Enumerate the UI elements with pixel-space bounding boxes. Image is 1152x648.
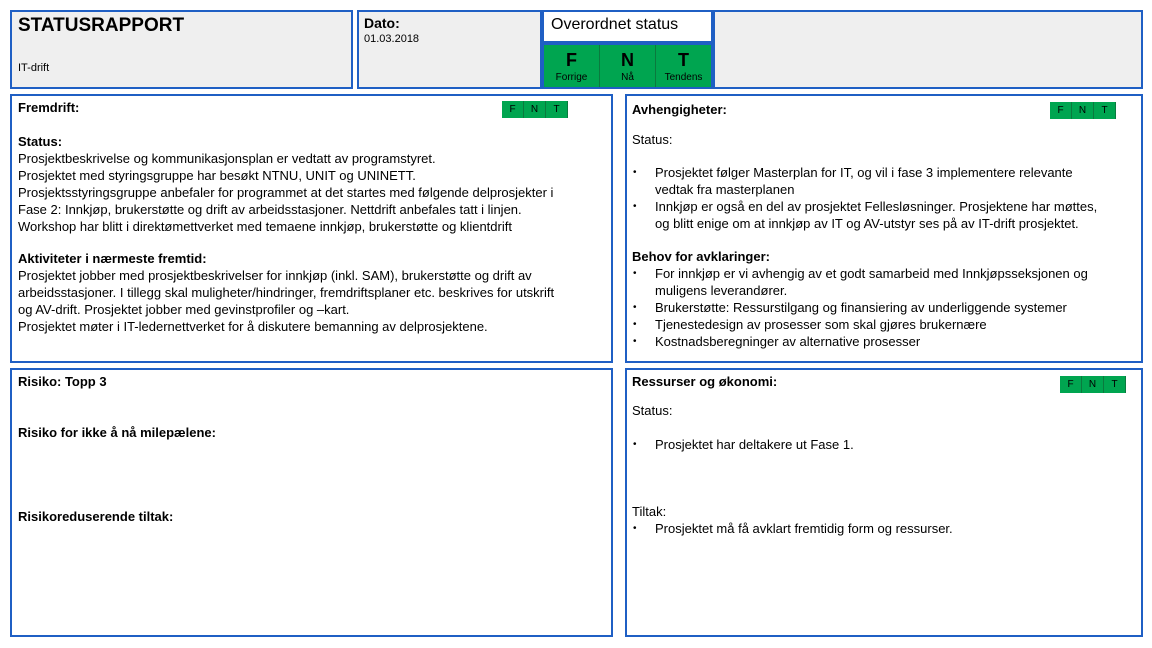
avhengigheter-heading: Avhengigheter: [632,102,727,117]
avhengigheter-status-list [632,164,1097,232]
list-item [632,299,1088,316]
list-item-line: • Prosjektet følger Masterplan for IT, og vil i fase 3 implementere relevante [655,165,1073,180]
fremdrift-heading: Fremdrift: [18,100,80,115]
light-naa [600,45,656,87]
report-title: STATUSRAPPORT [18,15,185,36]
fremdrift-status-heading: Status: [18,134,63,149]
light-label: Forrige [555,72,588,83]
mini-light-n: N [524,101,546,118]
list-item [632,164,1097,198]
mini-light-n: N [1072,102,1094,119]
behov-list [632,265,1088,350]
list-item-line: • For innkjøp er vi avhengig av et godt samarbeid med Innkjøpsseksjonen og [655,266,1088,281]
ressurser-status-lights [1060,376,1126,393]
ressurser-panel [625,368,1143,637]
header-empty-box [713,10,1143,89]
list-item-line: • Brukerstøtte: Ressurstilgang og finansiering av underliggende systemer [655,300,1067,315]
risiko-panel [10,368,613,637]
list-item [632,198,1097,232]
date-box [357,10,542,89]
mini-light-t: T [1104,376,1126,393]
light-forrige [544,45,600,87]
fremdrift-status-line: Workshop har blitt i direktømettverket med temaene innkjøp, brukerstøtte og klientdrift [18,219,512,234]
avhengigheter-panel [625,94,1143,363]
mini-light-n: N [1082,376,1104,393]
mini-light-f: F [1050,102,1072,119]
risiko-tiltak-heading: Risikoreduserende tiltak: [18,509,174,524]
overall-status-title: Overordnet status [551,16,679,33]
ressurser-status-list [632,436,854,453]
date-value: 01.03.2018 [364,33,420,45]
report-unit: IT-drift [18,62,50,74]
list-item [632,333,1088,350]
fremdrift-activity-line: Prosjektet jobber med prosjektbeskrivelser for innkjøp (inkl. SAM), brukerstøtte og drift av [18,268,532,283]
light-label: Tendens [664,72,703,83]
mini-light-f: F [1060,376,1082,393]
ressurser-heading: Ressurser og økonomi: [632,374,778,389]
light-label: Nå [621,72,634,83]
list-item-line: • Innkjøp er også en del av prosjektet Fellesløsninger. Prosjektene har møttes, [655,199,1098,214]
fremdrift-status-line: Prosjektbeskrivelse og kommunikasjonsplan er vedtatt av programstyret. [18,151,436,166]
list-item: • Prosjektet må få avklart fremtidig form og ressurser. [632,520,953,537]
fremdrift-activity-line: Prosjektet møter i IT-ledernettverket for å diskutere bemanning av delprosjektene. [18,319,488,334]
mini-light-f: F [502,101,524,118]
risiko-milestones-heading: Risiko for ikke å nå milepælene: [18,425,216,440]
light-letter: T [678,50,689,70]
fremdrift-panel [10,94,613,363]
fremdrift-activity-line: arbeidsstasjoner. I tillegg skal muligheter/hindringer, fremdriftsplaner etc. beskrives for utskrift [18,285,555,300]
list-item: • Prosjektet har deltakere ut Fase 1. [632,436,854,453]
list-item [632,316,1088,333]
ressurser-status-heading: Status: [632,403,673,418]
list-item-line: og blitt enige om at innkjøp av IT og AV-utstyr ses på av IT-drift prosjektet. [655,216,1079,231]
mini-light-t: T [546,101,568,118]
list-item [632,265,1088,299]
fremdrift-status-line: Fase 2: Innkjøp, brukerstøtte og drift av arbeidsstasjoner. Nettdrift anbefales tatt i linjen. [18,202,522,217]
list-item-line: • Tjenestedesign av prosesser som skal gjøres brukernære [655,317,987,332]
avhengigheter-status-heading: Status: [632,132,673,147]
date-label: Dato: [364,15,400,31]
ressurser-tiltak-heading: Tiltak: [632,504,667,519]
risiko-heading: Risiko: Topp 3 [18,374,107,389]
avhengigheter-status-lights [1050,102,1116,119]
fremdrift-activities-heading: Aktiviteter i nærmeste fremtid: [18,251,207,266]
overall-status-title-box [542,10,713,43]
ressurser-tiltak-list [632,520,953,537]
light-letter: F [566,50,577,70]
mini-light-t: T [1094,102,1116,119]
overall-status-lights [542,43,713,89]
fremdrift-status-line: Prosjektsstyringsgruppe anbefaler for programmet at det startes med følgende delprosjekter i [18,185,554,200]
list-item-line: vedtak fra masterplanen [655,182,795,197]
fremdrift-activity-line: og AV-drift. Prosjektet jobber med gevinstprofiler og –kart. [18,302,350,317]
list-item-line: • Kostnadsberegninger av alternative prosesser [655,334,921,349]
report-title-box [10,10,353,89]
light-tendens [656,45,711,87]
fremdrift-status-line: Prosjektet med styringsgruppe har besøkt NTNU, UNIT og UNINETT. [18,168,416,183]
fremdrift-status-lights [502,101,568,118]
light-letter: N [621,50,634,70]
behov-heading: Behov for avklaringer: [632,249,770,264]
list-item-line: muligens leverandører. [655,283,788,298]
